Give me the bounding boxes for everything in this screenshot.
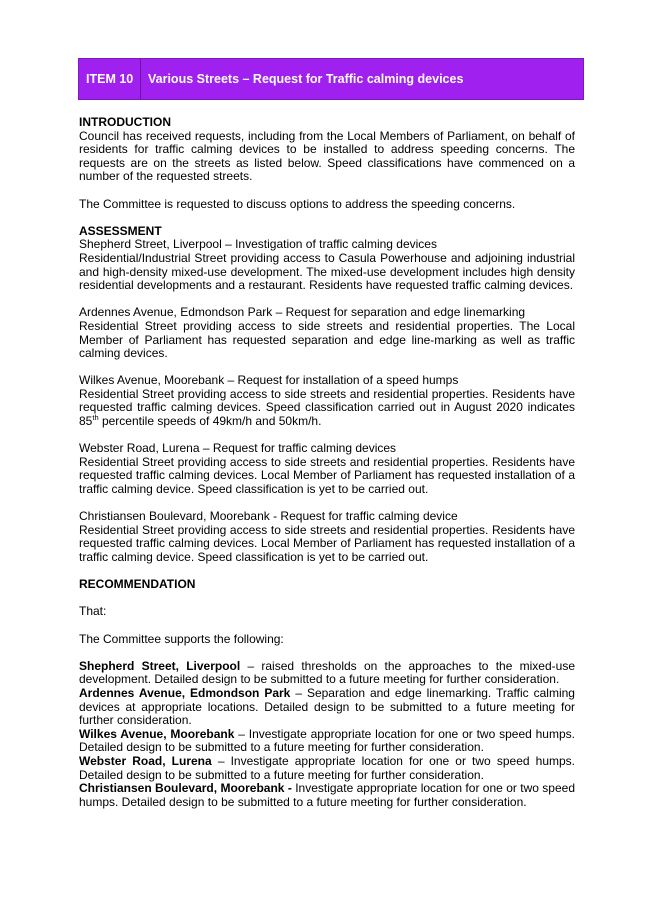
introduction-paragraph: Council has received requests, including from the Local Members of Parliament, on behalf of residents for traffic calming devices to be installed to address speeding concerns. The requests are on the streets as listed below. Speed classifications have commenced on a number of the requested streets. (79, 128, 575, 184)
recommendation-text: Investigate appropriate location for one or two speed humps. Detailed design to be submitted to a future meeting for further consideration. (79, 781, 575, 809)
recommendation-heading: RECOMMENDATION (79, 577, 196, 592)
recommendation-text: – Separation and edge linemarking. Traffic calming devices at appropriate locations. Detailed design to be submitted to a future meeting for further consideration. (79, 685, 575, 728)
recommendation-street-name: Ardennes Avenue, Edmondson Park (79, 685, 291, 700)
street-title-shepherd: Shepherd Street, Liverpool – Investigation of traffic calming devices (79, 237, 437, 252)
street-text-shepherd: Residential/Industrial Street providing access to Casula Powerhouse and adjoining industrial and high-density mixed-use development. The mixed-use development includes high density residential developments and a restaurant. Residents have requested traffic calming devices. (79, 250, 575, 293)
recommendation-street-name: Christiansen Boulevard, Moorebank - (79, 781, 292, 796)
item-number: ITEM 10 (79, 59, 141, 99)
document-body (79, 116, 575, 809)
street-title-ardennes: Ardennes Avenue, Edmondson Park – Request for separation and edge linemarking (79, 305, 526, 320)
ordinal-superscript: th (92, 413, 99, 423)
recommendation-text: – Investigate appropriate location for one or two speed humps. Detailed design to be submitted to a future meeting for further consideration. (79, 726, 575, 755)
recommendation-street-name: Wilkes Avenue, Moorebank (79, 726, 235, 741)
recommendation-street-name: Webster Road, Lurena (79, 753, 212, 768)
recommendation-christiansen (79, 782, 575, 809)
street-text-wilkes (79, 388, 575, 429)
recommendation-wilkes (79, 728, 575, 755)
introduction-request: The Committee is requested to discuss options to address the speeding concerns. (79, 196, 516, 211)
recommendation-text: – raised thresholds on the approaches to the mixed-use development. Detailed design to be submitted to a future meeting for further consideration. (79, 658, 575, 687)
recommendation-ardennes (79, 687, 575, 728)
street-text-webster: Residential Street providing access to side streets and residential properties. Residents have requested traffic calming devices. Local Member of Parliament has requested installation of a traffic calming device. Speed classification is yet to be carried out. (79, 454, 575, 497)
street-text-ardennes: Residential Street providing access to side streets and residential properties. The Local Member of Parliament has requested separation and edge line-marking as well as traffic calming devices. (79, 318, 575, 361)
street-title-christiansen: Christiansen Boulevard, Moorebank - Request for traffic calming device (79, 509, 458, 524)
recommendation-webster (79, 755, 575, 782)
street-title-webster: Webster Road, Lurena – Request for traffic calming devices (79, 441, 397, 456)
recommendation-street-name: Shepherd Street, Liverpool (79, 658, 241, 673)
recommendation-text: – Investigate appropriate location for one or two speed humps. Detailed design to be submitted to a future meeting for further consideration. (79, 753, 576, 782)
item-title: Various Streets – Request for Traffic calming devices (148, 72, 464, 86)
street-title-wilkes: Wilkes Avenue, Moorebank – Request for installation of a speed humps (79, 373, 459, 388)
street-text-christiansen: Residential Street providing access to side streets and residential properties. Residents have requested traffic calming devices. Local Member of Parliament has requested installation of a traffic calming device. Speed classification is yet to be carried out. (79, 522, 575, 564)
wilkes-text-part: Residential Street providing access to side streets and residential properties. Residents have requested traffic calming devices. Speed classification carried out in August 2020 indicates 85 (79, 386, 575, 429)
recommendation-that: That: (79, 604, 107, 619)
wilkes-text-part: percentile speeds of 49km/h and 50km/h. (98, 414, 322, 429)
recommendation-intro: The Committee supports the following: (79, 631, 284, 646)
assessment-heading: ASSESSMENT (79, 223, 162, 238)
recommendation-shepherd (79, 660, 575, 687)
item-header-bar (78, 58, 584, 100)
introduction-heading: INTRODUCTION (79, 115, 171, 129)
